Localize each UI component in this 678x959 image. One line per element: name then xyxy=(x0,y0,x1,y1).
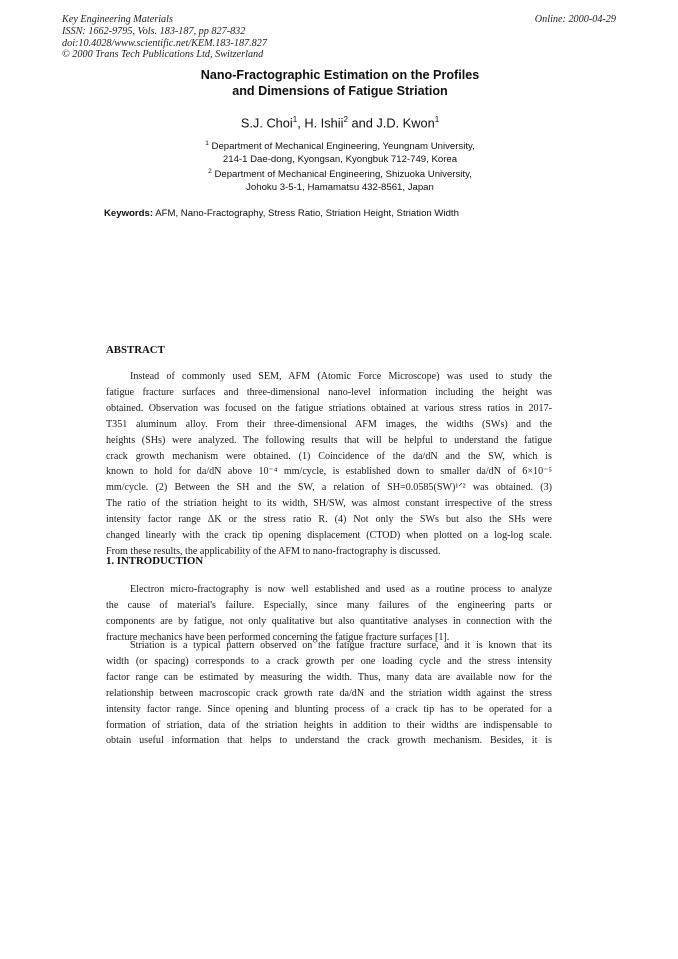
abstract-line: The ratio of the striation height to its width, SH/SW, was almost constant irrespective of the stress xyxy=(106,498,552,510)
intro-line: the cause of material's failure. Especially, since many failures of the engineering parts or xyxy=(106,599,552,611)
author-list xyxy=(100,115,580,130)
online-date: Online: 2000-04-29 xyxy=(534,14,616,25)
abstract-line: mm/cycle. (2) Between the SH and the SW, a relation of SH=0.0585(SW)¹ᐟ² was obtained. (3) xyxy=(106,482,552,494)
journal-header xyxy=(62,14,267,61)
doi-line: doi:10.4028/www.scientific.net/KEM.183-187.827 xyxy=(62,37,267,49)
intro-line: Electron micro-fractography is now well established and used as a routine process to analyze xyxy=(130,584,552,595)
affiliation-2 xyxy=(100,166,580,194)
affiliation-1-line-2: 214-1 Dae-dong, Kyongsan, Kyongbuk 712-749, Korea xyxy=(222,153,458,165)
introduction-heading: 1. INTRODUCTION xyxy=(106,555,204,567)
introduction-paragraph-2 xyxy=(106,638,552,749)
intro-line: fracture mechanics have been performed concerning the fatigue fracture surfaces [1]. xyxy=(106,631,450,643)
copyright-line: © 2000 Trans Tech Publications Ltd, Switzerland xyxy=(62,49,264,61)
affiliation-1 xyxy=(100,138,580,166)
abstract-line: heights (SHs) were analyzed. The following results that will be helpful to understand the fatigue xyxy=(106,434,552,446)
title-line-2: and Dimensions of Fatigue Striation xyxy=(232,83,448,98)
abstract-body xyxy=(106,369,552,560)
affiliation-1-line-1: Department of Mechanical Engineering, Yeungnam University, xyxy=(211,141,475,153)
abstract-line: T351 aluminum alloy. From their three-dimensional AFM images, the widths (SWs) and the xyxy=(106,418,552,430)
author-1: S.J. Choi xyxy=(240,115,293,131)
abstract-heading: ABSTRACT xyxy=(106,344,165,356)
abstract-line: fatigue fracture surfaces and three-dimensional nano-level information including the height was xyxy=(106,386,552,398)
intro-line: components are by fatigue, not only qualitative but also quantitative analyses in connection with the xyxy=(106,615,552,627)
affiliation-2-sup: 2 xyxy=(208,168,212,175)
abstract-line: intensity factor range ΔK or the stress ratio R. (4) Not only the SWs but also the SHs were xyxy=(106,514,552,526)
journal-name: Key Engineering Materials xyxy=(62,14,173,25)
intro-line: intensity factor range. Since opening and blunting process of a crack tip has to be operated for a xyxy=(106,703,552,715)
author-3: and J.D. Kwon xyxy=(347,115,435,131)
abstract-line: From these results, the applicability of the AFM to nano-fractography is discussed. xyxy=(106,545,441,557)
author-2: , H. Ishii xyxy=(297,115,344,131)
intro-line: factor range can be estimated by measuring the width. Thus, many data are available now for the xyxy=(106,671,552,683)
affiliation-2-line-1: Department of Mechanical Engineering, Shizuoka University, xyxy=(214,169,472,181)
title-line-1: Nano-Fractographic Estimation on the Profiles xyxy=(200,68,480,82)
intro-line: relationship between macroscopic crack growth rate da/dN and the striation width against the stress xyxy=(106,687,552,699)
author-2-sup: 2 xyxy=(343,115,348,124)
affiliation-2-line-2: Johoku 3-5-1, Hamamatsu 432-8561, Japan xyxy=(246,181,434,193)
keywords xyxy=(104,208,574,219)
introduction-paragraph-1 xyxy=(106,582,552,646)
issn-line: ISSN: 1662-9795, Vols. 183-187, pp 827-832 xyxy=(62,25,246,37)
affiliation-1-sup: 1 xyxy=(205,140,209,147)
keywords-text: AFM, Nano-Fractography, Stress Ratio, Striation Height, Striation Width xyxy=(155,208,459,219)
paper-title xyxy=(100,68,580,99)
keywords-label: Keywords: xyxy=(104,208,154,219)
abstract-line: crack growth mechanism were obtained. (1) Coincidence of the da/dN and the SW, which is xyxy=(106,450,552,462)
abstract-line: known to hold for da/dN above 10⁻⁴ mm/cycle, is established down to smaller da/dN of 6×10⁻⁵ xyxy=(106,466,552,478)
intro-line: obtain useful information that helps to understand the crack growth mechanism. Besides, it is xyxy=(106,735,552,747)
intro-line: Striation is a typical pattern observed on the fatigue fracture surface, and it is known that its xyxy=(130,640,552,651)
author-1-sup: 1 xyxy=(292,115,298,124)
intro-line: width (or spacing) corresponds to a crack growth per one loading cycle and the stress intensity xyxy=(106,655,552,667)
author-3-sup: 1 xyxy=(434,115,440,124)
abstract-line: changed linearly with the crack tip opening displacement (CTOD) when plotted on a log-log scale. xyxy=(106,530,552,542)
intro-line: formation of striation, data of the striation heights in addition to their widths are indispensable to xyxy=(106,719,552,731)
abstract-line: obtained. Observation was focused on the fatigue striations obtained at various stress ratios in 2017- xyxy=(106,402,552,414)
abstract-line: Instead of commonly used SEM, AFM (Atomic Force Microscope) was used to study the xyxy=(130,371,552,382)
